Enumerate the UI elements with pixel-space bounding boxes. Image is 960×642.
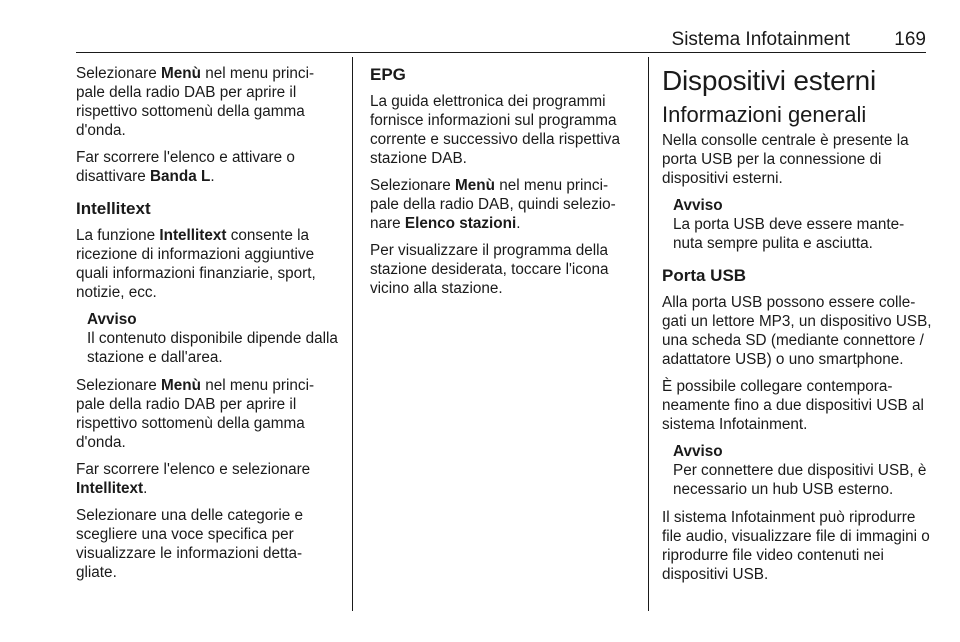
paragraph: Il sistema Infotainment può riprodurre file audio, visualizzare file di immagini o riprodurre file video contenuti nei dispositivi USB. [662, 509, 930, 583]
note-title: Avviso [673, 443, 723, 460]
paragraph: Far scorrere l'elenco e selezionare Intellitext. [76, 461, 311, 497]
menu-term: Menù [161, 377, 201, 394]
note-text: La porta USB deve essere mante-nuta sempre pulita e asciutta. [673, 216, 905, 252]
paragraph: La funzione Intellitext consente la ricezione di informazioni aggiuntive quali informazioni finanziarie, sport, notizie, ecc. [76, 227, 316, 301]
note-text: Il contenuto disponibile dipende dalla stazione e dall'area. [87, 330, 338, 366]
menu-term: Elenco stazioni [404, 215, 517, 232]
column-divider-1 [352, 57, 353, 611]
note-title: Avviso [87, 311, 137, 328]
menu-term: Banda L [149, 168, 211, 185]
section-heading-usb: Porta USB [662, 266, 747, 285]
paragraph: Per visualizzare il programma della stazione desiderata, toccare l'icona vicino alla stazione. [370, 242, 609, 297]
column-3 [662, 64, 932, 592]
section-heading-intellitext: Intellitext [76, 199, 151, 218]
note-box [76, 310, 338, 367]
note-box [662, 442, 932, 499]
paragraph: Selezionare Menù nel menu princi-pale della radio DAB per aprire il rispettivo sottomenù della gamma d'onda. [76, 65, 315, 139]
paragraph: È possibile collegare contempora-neamente fino a due dispositivi USB al sistema Infotainment. [662, 378, 924, 433]
paragraph: Selezionare una delle categorie e scegliere una voce specifica per visualizzare le informazioni detta-gliate. [76, 507, 304, 581]
menu-term: Intellitext [76, 480, 144, 497]
menu-term: Menù [161, 65, 201, 82]
column-2 [370, 64, 636, 306]
menu-term: Intellitext [159, 227, 227, 244]
paragraph: Alla porta USB possono essere colle-gati un lettore MP3, un dispositivo USB, una scheda SD (mediante connettore / adattatore USB) o uno smartphone. [662, 294, 932, 368]
menu-term: Menù [455, 177, 495, 194]
column-1 [76, 64, 338, 590]
paragraph: Selezionare Menù nel menu princi-pale della radio DAB per aprire il rispettivo sottomenù della gamma d'onda. [76, 377, 315, 451]
paragraph: Nella consolle centrale è presente la porta USB per la connessione di dispositivi esterni. [662, 132, 909, 187]
paragraph: La guida elettronica dei programmi fornisce informazioni sul programma corrente e successivo della rispettiva stazione DAB. [370, 93, 620, 167]
note-title: Avviso [673, 197, 723, 214]
section-heading-epg: EPG [370, 65, 406, 84]
column-divider-2 [648, 57, 649, 611]
header-title: Sistema Infotainment [671, 29, 850, 50]
page-number: 169 [894, 29, 926, 50]
chapter-title: Dispositivi esterni [662, 65, 877, 96]
paragraph: Selezionare Menù nel menu princi-pale della radio DAB, quindi selezio-nare Elenco stazioni. [370, 177, 616, 232]
subchapter-title: Informazioni generali [662, 102, 867, 127]
note-box [662, 196, 932, 253]
note-text: Per connettere due dispositivi USB, è necessario un hub USB esterno. [673, 462, 927, 498]
page-header [76, 28, 926, 53]
paragraph: Far scorrere l'elenco e attivare o disattivare Banda L. [76, 149, 295, 185]
